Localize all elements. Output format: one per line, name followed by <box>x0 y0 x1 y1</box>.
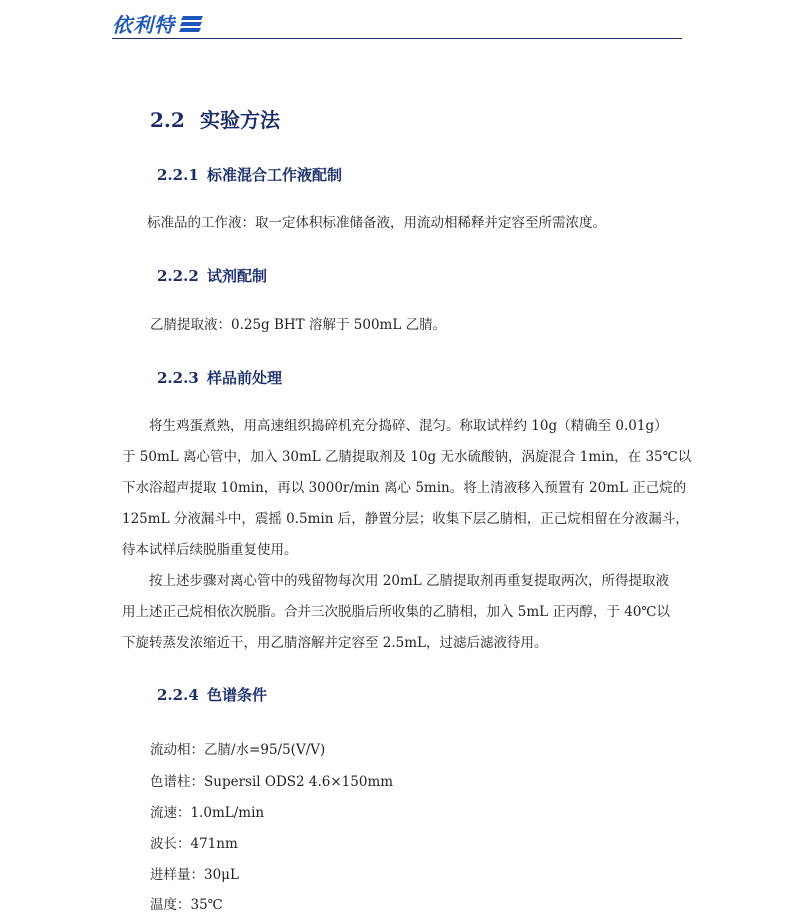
subsection-title: 标准混合工作液配制 <box>207 166 343 184</box>
subsection-title: 试剂配制 <box>207 267 268 285</box>
condition-temperature: 温度：35℃ <box>150 897 223 913</box>
working-solution-text: 标准品的工作液：取一定体积标准储备液，用流动相稀释并定容至所需浓度。 <box>147 215 606 231</box>
pretreatment-paragraph-1 <box>122 411 692 566</box>
section-heading <box>150 104 280 133</box>
condition-column: 色谱柱：Supersil ODS2 4.6×150mm <box>150 774 394 790</box>
paragraph-line: 下旋转蒸发浓缩近干，用乙腈溶解并定容至 2.5mL，过滤后滤液待用。 <box>122 635 548 651</box>
paragraph-line: 下水浴超声提取 10min，再以 3000r/min 离心 5min。将上清液移入预置有 20mL 正己烷的 <box>122 480 687 496</box>
paragraph-line: 125mL 分液漏斗中，震摇 0.5min 后，静置分层；收集下层乙腈相，正己烷相留在分液漏斗， <box>122 511 689 527</box>
subsection-number: 2.2.2 <box>157 267 199 285</box>
subsection-heading-2-2-4 <box>157 684 267 705</box>
company-logo <box>112 9 205 38</box>
paragraph-line: 将生鸡蛋煮熟，用高速组织捣碎机充分捣碎、混匀。称取试样约 10g（精确至 0.01g） <box>149 418 668 434</box>
condition-wavelength: 波长：471nm <box>150 836 238 852</box>
condition-flow-rate: 流速：1.0mL/min <box>150 805 265 821</box>
reagent-text: 乙腈提取液：0.25g BHT 溶解于 500mL 乙腈。 <box>150 317 447 333</box>
subsection-number: 2.2.4 <box>157 686 199 704</box>
pretreatment-paragraph-2 <box>122 566 682 659</box>
subsection-number: 2.2.1 <box>157 166 199 184</box>
subsection-heading-2-2-2 <box>157 265 267 286</box>
subsection-number: 2.2.3 <box>157 369 199 387</box>
section-title: 实验方法 <box>200 108 280 132</box>
subsection-title: 样品前处理 <box>207 369 283 387</box>
section-number: 2.2 <box>150 108 185 132</box>
paragraph-line: 待本试样后续脱脂重复使用。 <box>122 542 298 558</box>
logo-text: 依利特 <box>112 13 175 37</box>
paragraph-line: 用上述正己烷相依次脱脂。合并三次脱脂后所收集的乙腈相，加入 5mL 正丙醇，于 40℃以 <box>122 604 671 620</box>
paragraph-line: 于 50mL 离心管中，加入 30mL 乙腈提取剂及 10g 无水硫酸钠，涡旋混合 1min，在 35℃以 <box>122 449 692 465</box>
condition-mobile-phase: 流动相：乙腈/水=95/5(V/V) <box>150 742 326 758</box>
logo-stripes-icon <box>179 14 205 34</box>
subsection-heading-2-2-1 <box>157 164 342 185</box>
condition-injection-volume: 进样量：30μL <box>150 867 239 883</box>
page-header <box>112 8 682 39</box>
subsection-title: 色谱条件 <box>207 686 268 704</box>
paragraph-line: 按上述步骤对离心管中的残留物每次用 20mL 乙腈提取剂再重复提取两次，所得提取液 <box>149 573 670 589</box>
subsection-heading-2-2-3 <box>157 367 282 388</box>
